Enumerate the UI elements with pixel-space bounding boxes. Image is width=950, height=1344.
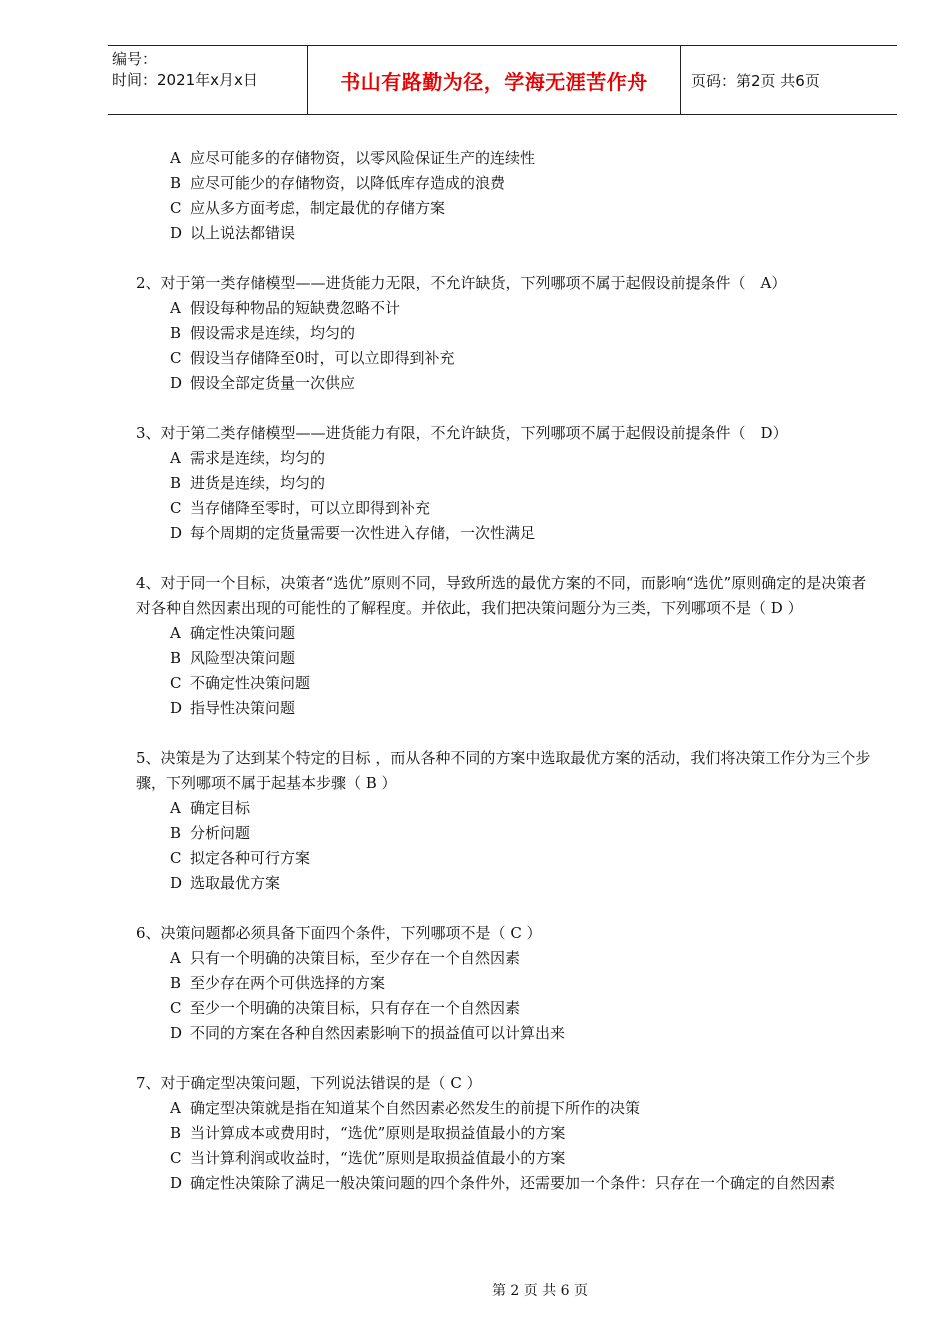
option-text: 当计算利润或收益时，“选优”原则是取损益值最小的方案: [190, 1149, 566, 1167]
question-item: [136, 921, 876, 1046]
option-letter: A: [170, 799, 181, 817]
option-text: 以上说法都错误: [190, 224, 296, 242]
option-letter: C: [170, 1149, 182, 1167]
option-text: 选取最优方案: [190, 874, 281, 892]
option-letter: B: [170, 474, 182, 492]
option-letter: B: [170, 324, 182, 342]
option-text: 风险型决策问题: [190, 649, 296, 667]
answer-option: [136, 1146, 876, 1171]
answer-option: [136, 671, 876, 696]
question-item: [136, 146, 876, 246]
option-text: 假设需求是连续，均匀的: [190, 324, 356, 342]
option-text: 指导性决策问题: [190, 699, 296, 717]
answer-option: [136, 346, 876, 371]
question-item: [136, 746, 876, 896]
answer-option: [136, 646, 876, 671]
answer-option: [136, 221, 876, 246]
serial-label: 编号：: [112, 50, 158, 68]
header-meta: [108, 46, 308, 114]
question-list: [136, 146, 876, 1221]
answer-option: [136, 371, 876, 396]
option-text: 当计算成本或费用时，“选优”原则是取损益值最小的方案: [190, 1124, 566, 1142]
option-letter: A: [170, 299, 181, 317]
answer-option: [136, 696, 876, 721]
answer-option: [136, 621, 876, 646]
header-page-info: 页码：第2页 共6页: [691, 71, 820, 90]
answer-option: [136, 446, 876, 471]
answer-option: [136, 796, 876, 821]
answer-option: [136, 196, 876, 221]
option-letter: D: [170, 524, 183, 542]
question-stem: 6、决策问题都必须具备下面四个条件，下列哪项不是（ C ）: [136, 924, 542, 942]
option-text: 确定型决策就是指在知道某个自然因素必然发生的前提下所作的决策: [190, 1099, 641, 1117]
option-text: 进货是连续，均匀的: [190, 474, 326, 492]
answer-option: [136, 471, 876, 496]
option-letter: B: [170, 1124, 182, 1142]
option-letter: D: [170, 374, 183, 392]
question-stem: 5、决策是为了达到某个特定的目标 ，而从各种不同的方案中选取最优方案的活动，我们将决策工作分为三个步骤，下列哪项不属于起基本步骤（ B ）: [136, 749, 871, 792]
option-text: 假设全部定货量一次供应: [190, 374, 356, 392]
answer-option: [136, 146, 876, 171]
answer-option: [136, 971, 876, 996]
date-line: 时间：2021年x月x日: [112, 71, 258, 89]
answer-option: [136, 521, 876, 546]
answer-option: [136, 321, 876, 346]
option-text: 当存储降至零时，可以立即得到补充: [190, 499, 431, 517]
option-letter: C: [170, 999, 182, 1017]
option-text: 每个周期的定货量需要一次性进入存储，一次性满足: [190, 524, 536, 542]
option-letter: B: [170, 174, 182, 192]
answer-option: [136, 296, 876, 321]
option-letter: A: [170, 149, 181, 167]
option-text: 确定目标: [190, 799, 251, 817]
header-motto: 书山有路勤为径，学海无涯苦作舟: [308, 46, 681, 114]
option-text: 确定性决策除了满足一般决策问题的四个条件外，还需要加一个条件：只存在一个确定的自然因素: [190, 1174, 836, 1192]
answer-option: [136, 946, 876, 971]
option-text: 不同的方案在各种自然因素影响下的损益值可以计算出来: [190, 1024, 566, 1042]
option-letter: A: [170, 1099, 181, 1117]
answer-option: [136, 1121, 876, 1146]
question-stem: 4、对于同一个目标，决策者“选优”原则不同，导致所选的最优方案的不同，而影响“选优”原则确定的是决策者对各种自然因素出现的可能性的了解程度。并依此，我们把决策问题分为三类，下列哪项不是（ D ）: [136, 574, 867, 617]
option-text: 不确定性决策问题: [190, 674, 311, 692]
question-stem: 7、对于确定型决策问题，下列说法错误的是（ C ）: [136, 1074, 482, 1092]
answer-option: [136, 1096, 876, 1121]
option-letter: B: [170, 824, 182, 842]
answer-option: [136, 171, 876, 196]
option-text: 至少存在两个可供选择的方案: [190, 974, 386, 992]
option-letter: A: [170, 949, 181, 967]
question-stem: 3、对于第二类存储模型——进货能力有限，不允许缺货，下列哪项不属于起假设前提条件（ D）: [136, 424, 788, 442]
answer-option: [136, 871, 876, 896]
answer-option: [136, 996, 876, 1021]
option-letter: D: [170, 224, 183, 242]
option-text: 分析问题: [190, 824, 251, 842]
answer-option: [136, 1171, 876, 1196]
option-text: 假设当存储降至0时，可以立即得到补充: [190, 349, 455, 367]
option-letter: C: [170, 849, 182, 867]
question-item: [136, 421, 876, 546]
option-text: 应尽可能少的存储物资，以降低库存造成的浪费: [190, 174, 506, 192]
answer-option: [136, 1021, 876, 1046]
page-footer: 第 2 页 共 6 页: [491, 1283, 589, 1299]
option-text: 只有一个明确的决策目标，至少存在一个自然因素: [190, 949, 521, 967]
option-text: 应尽可能多的存储物资，以零风险保证生产的连续性: [190, 149, 536, 167]
page-header: [108, 45, 897, 115]
question-item: [136, 1071, 876, 1196]
option-letter: A: [170, 449, 181, 467]
option-letter: D: [170, 874, 183, 892]
option-letter: C: [170, 674, 182, 692]
option-text: 确定性决策问题: [190, 624, 296, 642]
answer-option: [136, 846, 876, 871]
option-text: 应从多方面考虑，制定最优的存储方案: [190, 199, 446, 217]
option-letter: C: [170, 199, 182, 217]
question-item: [136, 271, 876, 396]
option-letter: B: [170, 974, 182, 992]
answer-option: [136, 496, 876, 521]
option-text: 至少一个明确的决策目标，只有存在一个自然因素: [190, 999, 521, 1017]
option-text: 需求是连续，均匀的: [190, 449, 326, 467]
option-letter: D: [170, 699, 183, 717]
option-text: 拟定各种可行方案: [190, 849, 311, 867]
option-letter: C: [170, 499, 182, 517]
answer-option: [136, 821, 876, 846]
option-letter: A: [170, 624, 181, 642]
option-text: 假设每种物品的短缺费忽略不计: [190, 299, 401, 317]
option-letter: C: [170, 349, 182, 367]
option-letter: D: [170, 1024, 183, 1042]
question-stem: 2、对于第一类存储模型——进货能力无限，不允许缺货，下列哪项不属于起假设前提条件（ A）: [136, 274, 787, 292]
option-letter: D: [170, 1174, 183, 1192]
option-letter: B: [170, 649, 182, 667]
question-item: [136, 571, 876, 721]
